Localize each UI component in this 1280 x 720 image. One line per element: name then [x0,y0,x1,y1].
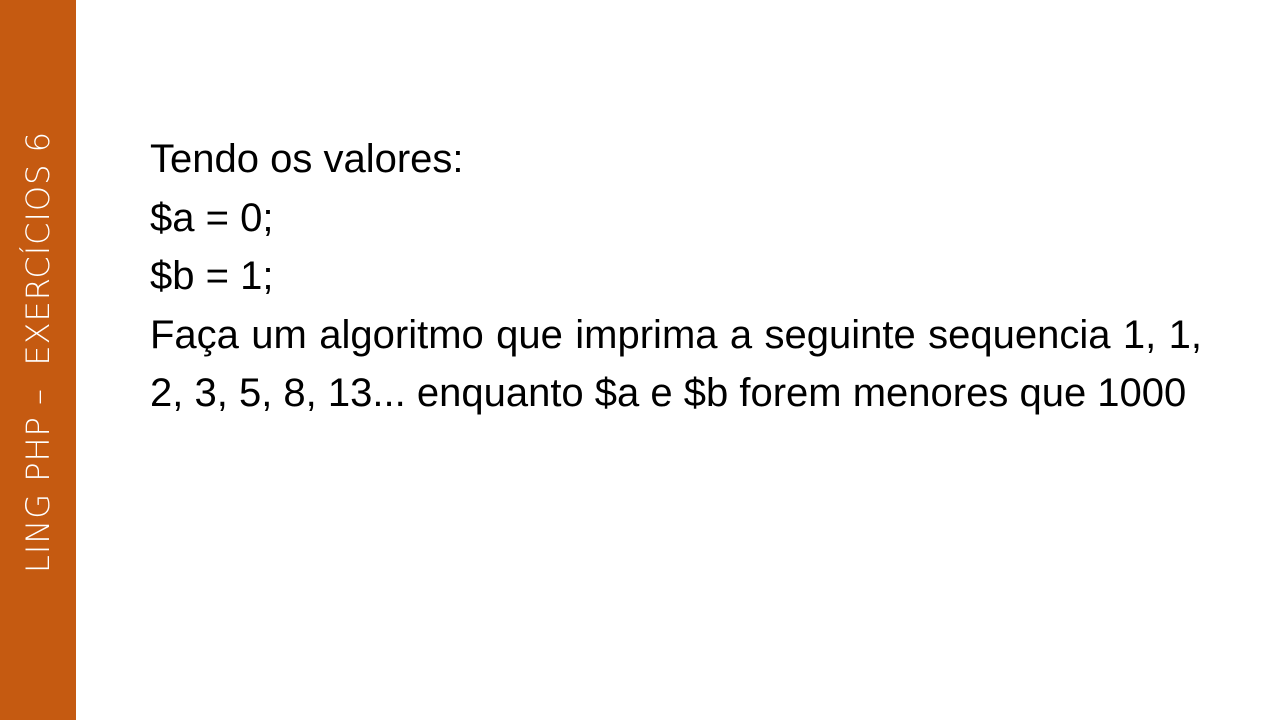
exercise-paragraph: Faça um algoritmo que imprima a seguinte sequencia 1, 1, 2, 3, 5, 8, 13... enquanto $a e $b forem menores que 1000 [150,312,1202,415]
slide-content [150,130,1202,423]
variable-b-line: $b = 1; [150,254,274,298]
variable-a-line: $a = 0; [150,195,274,240]
sidebar-title: LING PHP – EXERCÍCIOS 6 [19,131,57,573]
intro-line: Tendo os valores: [150,137,464,181]
sidebar [0,0,76,720]
